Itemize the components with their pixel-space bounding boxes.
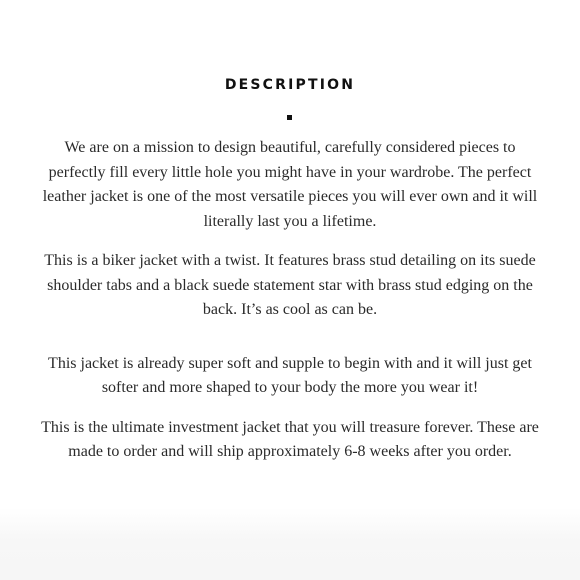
description-body: [40, 136, 540, 465]
description-paragraph-4: This is the ultimate investment jacket that you will treasure forever. These are made to order and will ship approximately 6-8 weeks after you order.: [41, 418, 539, 460]
description-paragraph-1: We are on a mission to design beautiful, carefully considered pieces to perfectly fill every little hole you might have in your wardrobe. The perfect leather jacket is one of the most versatile pieces you will ever own and it will literally last you a lifetime.: [42, 139, 538, 230]
description-paragraph-2: This is a biker jacket with a twist. It features brass stud detailing on its suede shoulder tabs and a black suede statement star with brass stud edging on the back. It’s as cool as can be.: [44, 252, 536, 318]
section-title: DESCRIPTION: [224, 77, 356, 93]
bottom-fade: [0, 508, 580, 580]
description-paragraph-3: This jacket is already super soft and supple to begin with and it will just get softer and more shaped to your body the more you wear it!: [48, 354, 532, 396]
title-divider: [287, 115, 292, 120]
